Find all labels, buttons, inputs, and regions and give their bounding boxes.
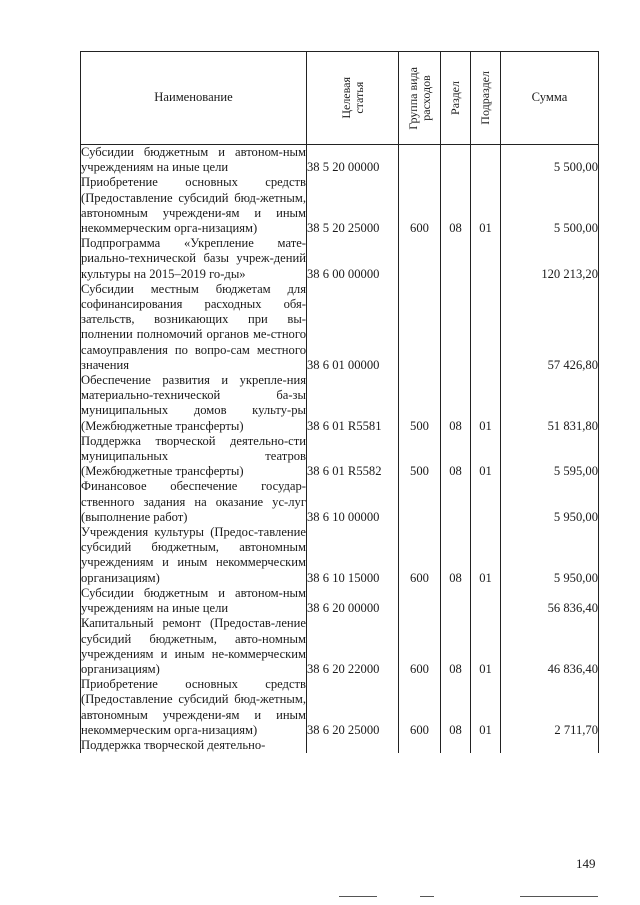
table-body — [81, 145, 599, 754]
cell-sum: 2 711,70 — [501, 677, 599, 738]
cell-group — [399, 145, 441, 176]
cell-section: 08 — [441, 373, 471, 434]
cell-sum: 57 426,80 — [501, 282, 599, 373]
cell-name: Поддержка творческой деятельно-сти муниципальных театров (Межбюджетные трансферты) — [81, 433, 306, 479]
cell-code: 38 6 01 R5581 — [307, 373, 399, 434]
cell-group — [399, 586, 441, 616]
cell-sum: 5 500,00 — [501, 175, 599, 236]
cell-name: Капитальный ремонт (Предостав-ление субсидий бюджетным, авто-номным учреждениям и иным не-коммерческим организациям) — [81, 616, 306, 676]
cell-sum: 5 595,00 — [501, 434, 599, 480]
cell-group: 600 — [399, 525, 441, 586]
cell-subsection: 01 — [471, 373, 501, 434]
header-group-label: Группа вида расходов — [405, 66, 433, 130]
cell-subsection — [471, 145, 501, 176]
cell-section — [441, 479, 471, 525]
cell-section: 08 — [441, 616, 471, 677]
cell-code: 38 6 20 00000 — [307, 586, 399, 616]
table-row — [81, 616, 599, 677]
cell-sum — [501, 738, 599, 753]
header-subsection-label: Подраздел — [478, 71, 492, 125]
cell-name: Субсидии бюджетным и автоном-ным учреждениям на иные цели — [81, 585, 306, 616]
header-group — [399, 52, 441, 145]
page-number: 149 — [576, 856, 596, 871]
cell-sum: 46 836,40 — [501, 616, 599, 677]
cell-name: Учреждения культуры (Предос-тавление субсидий бюджетным, автономным учреждениям и иным некоммерческим организациям) — [81, 525, 306, 585]
cell-code — [307, 738, 399, 753]
cell-group — [399, 479, 441, 525]
cell-group: 600 — [399, 616, 441, 677]
scan-artifact-line — [420, 896, 434, 897]
cell-code: 38 6 00 00000 — [307, 236, 399, 282]
cell-name: Поддержка творческой деятельно- — [81, 738, 307, 753]
cell-group: 500 — [399, 373, 441, 434]
cell-code: 38 5 20 25000 — [307, 175, 399, 236]
cell-subsection: 01 — [471, 616, 501, 677]
cell-sum: 5 950,00 — [501, 479, 599, 525]
table-row — [81, 145, 599, 176]
cell-section: 08 — [441, 434, 471, 480]
cell-sum: 5 500,00 — [501, 145, 599, 176]
cell-section — [441, 236, 471, 282]
header-sum — [501, 52, 599, 145]
cell-section — [441, 145, 471, 176]
scan-artifact-line — [339, 896, 377, 897]
table-row — [81, 677, 599, 738]
cell-subsection — [471, 282, 501, 373]
cell-name: Субсидии бюджетным и автоном-ным учреждениям на иные цели — [81, 145, 306, 175]
cell-code: 38 6 10 15000 — [307, 525, 399, 586]
cell-section: 08 — [441, 175, 471, 236]
cell-section: 08 — [441, 677, 471, 738]
cell-code: 38 6 10 00000 — [307, 479, 399, 525]
table-row — [81, 236, 599, 282]
cell-code: 38 6 01 R5582 — [307, 434, 399, 480]
cell-subsection: 01 — [471, 434, 501, 480]
header-name — [81, 52, 307, 145]
table-row — [81, 175, 599, 236]
cell-group — [399, 236, 441, 282]
cell-sum: 51 831,80 — [501, 373, 599, 434]
cell-section — [441, 282, 471, 373]
header-code-label: Целевая статья — [338, 77, 366, 119]
cell-name: Подпрограмма «Укрепление мате-риально-технической базы учреж-дений культуры на 2015–2019 го-ды» — [81, 236, 306, 281]
cell-group — [399, 738, 441, 753]
cell-code: 38 6 20 22000 — [307, 616, 399, 677]
budget-table — [80, 51, 599, 753]
cell-sum: 120 213,20 — [501, 236, 599, 282]
cell-subsection: 01 — [471, 525, 501, 586]
cell-subsection — [471, 586, 501, 616]
cell-subsection — [471, 479, 501, 525]
header-code — [307, 52, 399, 145]
cell-sum: 56 836,40 — [501, 586, 599, 616]
cell-section — [441, 586, 471, 616]
table-row — [81, 434, 599, 480]
header-section — [441, 52, 471, 145]
cell-group: 600 — [399, 175, 441, 236]
cell-name: Приобретение основных средств (Предоставление субсидий бюд-жетным, автономным учреждени-ям и иным некоммерческим орга-низациям) — [81, 677, 306, 737]
cell-subsection — [471, 236, 501, 282]
cell-code: 38 6 01 00000 — [307, 282, 399, 373]
cell-code: 38 5 20 00000 — [307, 145, 399, 176]
table-row — [81, 373, 599, 434]
table-row — [81, 479, 599, 525]
cell-group — [399, 282, 441, 373]
header-sum-label: Сумма — [531, 90, 568, 105]
cell-code: 38 6 20 25000 — [307, 677, 399, 738]
table-row — [81, 282, 599, 373]
header-section-label: Раздел — [448, 81, 462, 115]
table-row — [81, 738, 599, 753]
cell-name: Обеспечение развития и укрепле-ния материально-технической ба-зы муниципальных домов культу-ры (Межбюджетные трансферты) — [81, 373, 306, 433]
cell-name: Субсидии местным бюджетам для софинансирования расходных обя-зательств, возникающих при вы-полнении полномочий органов ме-стного самоуправления по вопро-сам местного значения — [81, 281, 306, 372]
header-name-label: Наименование — [154, 90, 233, 105]
cell-subsection: 01 — [471, 677, 501, 738]
cell-section — [441, 738, 471, 753]
cell-name: Приобретение основных средств (Предоставление субсидий бюд-жетным, автономным учреждени-ям и иным некоммерческим орга-низациям) — [81, 175, 306, 236]
table-header-row — [81, 52, 599, 145]
cell-sum: 5 950,00 — [501, 525, 599, 586]
cell-name: Финансовое обеспечение государ-ственного задания на оказание ус-луг (выполнение работ) — [81, 479, 306, 524]
table-row — [81, 586, 599, 616]
cell-group: 600 — [399, 677, 441, 738]
header-subsection — [471, 52, 501, 145]
cell-subsection: 01 — [471, 175, 501, 236]
table-row — [81, 525, 599, 586]
scan-artifact-line — [520, 896, 598, 897]
cell-subsection — [471, 738, 501, 753]
cell-section: 08 — [441, 525, 471, 586]
cell-group: 500 — [399, 434, 441, 480]
